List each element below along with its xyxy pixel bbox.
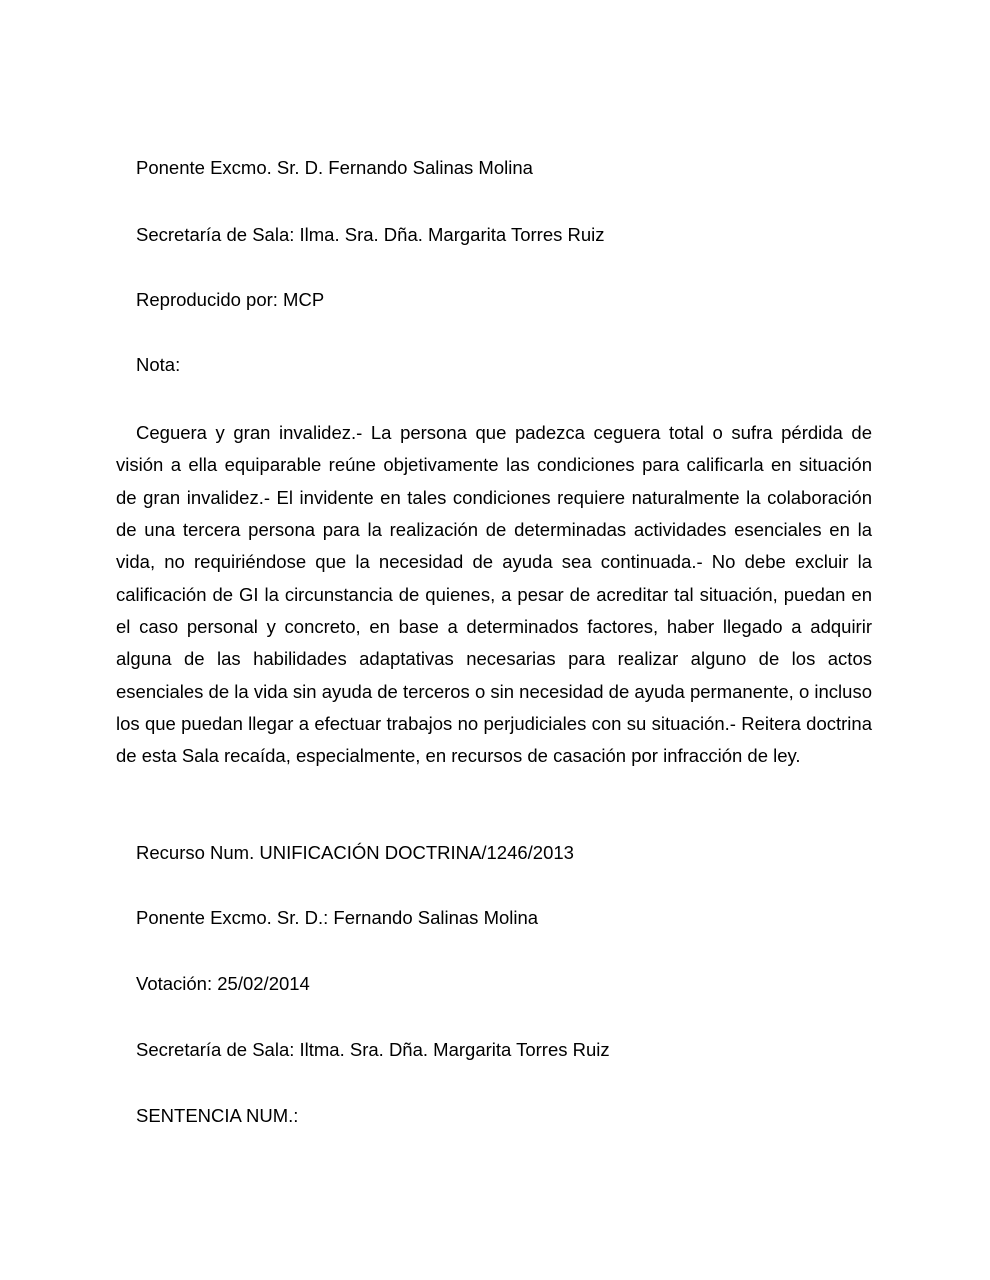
votacion-line: Votación: 25/02/2014: [136, 973, 310, 994]
reproducido-line: Reproducido por: MCP: [136, 289, 325, 310]
nota-label: Nota:: [136, 354, 181, 375]
secretaria-case-line: Secretaría de Sala: Iltma. Sra. Dña. Margarita Torres Ruiz: [136, 1039, 610, 1060]
secretaria-line: Secretaría de Sala: Ilma. Sra. Dña. Margarita Torres Ruiz: [136, 224, 605, 245]
recurso-line: Recurso Num. UNIFICACIÓN DOCTRINA/1246/2013: [136, 842, 574, 863]
ponente-line: Ponente Excmo. Sr. D. Fernando Salinas Molina: [136, 157, 533, 178]
ponente-case-line: Ponente Excmo. Sr. D.: Fernando Salinas Molina: [136, 907, 539, 928]
sentencia-line: SENTENCIA NUM.:: [136, 1105, 299, 1126]
nota-paragraph: Ceguera y gran invalidez.- La persona que padezca ceguera total o sufra pérdida de visión a ella equiparable reúne objetivamente las condiciones para calificarla en situación de gran invalidez.- El invidente en tales condiciones requiere naturalmente la colaboración de una tercera persona para la realización de determinadas actividades esenciales en la vida, no requiriéndose que la necesidad de ayuda sea continuada.- No debe excluir la calificación de GI la circunstancia de quienes, a pesar de acreditar tal situación, puedan en el caso personal y concreto, en base a determinados factores, haber llegado a adquirir alguna de las habilidades adaptativas necesarias para realizar alguno de los actos esenciales de la vida sin ayuda de terceros o sin necesidad de ayuda permanente, o incluso los que puedan llegar a efectuar trabajos no perjudiciales con su situación.- Reitera doctrina de esta Sala recaída, especialmente, en recursos de casación por infracción de ley.: [116, 422, 872, 767]
